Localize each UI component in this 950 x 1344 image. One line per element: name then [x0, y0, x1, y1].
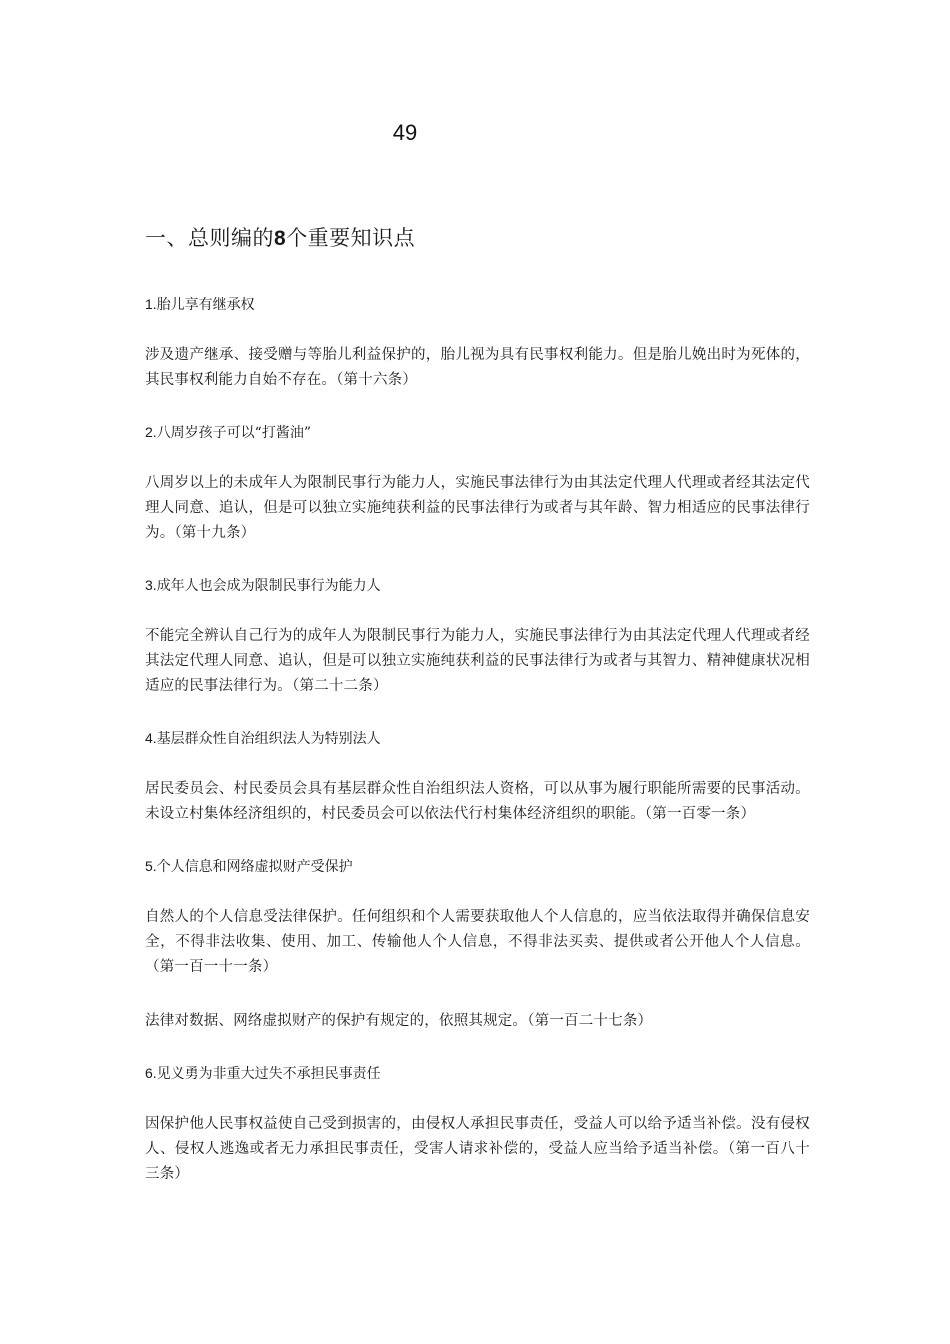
section-title-number: 8 [274, 227, 287, 250]
section-title [145, 222, 810, 252]
item-paragraph: 不能完全辨认自己行为的成年人为限制民事行为能力人，实施民事法律行为由其法定代理人代理或者经其法定代理人同意、追认，但是可以独立实施纯获利益的民事法律行为或者与其智力、精神健康状况相适应的民事法律行为。（第二十二条） [145, 628, 810, 694]
item-paragraph: 八周岁以上的未成年人为限制民事行为能力人，实施民事法律行为由其法定代理人代理或者经其法定代理人同意、追认，但是可以独立实施纯获利益的民事法律行为或者与其年龄、智力相适应的民事法律行为。（第十九条） [145, 475, 810, 541]
page-number: 49 [392, 120, 418, 145]
item-title [145, 575, 810, 595]
item-paragraph: 涉及遗产继承、接受赠与等胎儿利益保护的，胎儿视为具有民事权利能力。但是胎儿娩出时为死体的，其民事权利能力自始不存在。（第十六条） [145, 347, 810, 388]
item-heading: 个人信息和网络虚拟财产受保护 [156, 859, 353, 875]
item-title [145, 422, 810, 442]
item-heading: 成年人也会成为限制民事行为能力人 [156, 578, 381, 594]
item-index: 3. [145, 577, 157, 593]
document-body [145, 222, 810, 1216]
item-heading: 胎儿享有继承权 [156, 297, 255, 313]
item-heading: 见义勇为非重大过失不承担民事责任 [156, 1066, 381, 1082]
item-paragraph: 居民委员会、村民委员会具有基层群众性自治组织法人资格，可以从事为履行职能所需要的民事活动。未设立村集体经济组织的，村民委员会可以依法代行村集体经济组织的职能。（第一百零一条） [145, 781, 810, 822]
section-title-prefix: 一、总则编的 [145, 226, 274, 250]
item-title [145, 1063, 810, 1083]
item-index: 6. [145, 1065, 157, 1081]
item-title [145, 294, 810, 314]
item-heading: 基层群众性自治组织法人为特别法人 [156, 731, 381, 747]
item-paragraph: 因保护他人民事权益使自己受到损害的，由侵权人承担民事责任，受益人可以给予适当补偿。没有侵权人、侵权人逃逸或者无力承担民事责任，受害人请求补偿的，受益人应当给予适当补偿。（第一百八十三条） [145, 1116, 810, 1182]
item-heading: 八周岁孩子可以“打酱油” [156, 425, 312, 441]
item-title [145, 856, 810, 876]
item-paragraph: 自然人的个人信息受法律保护。任何组织和个人需要获取他人个人信息的，应当依法取得并确保信息安全，不得非法收集、使用、加工、传输他人个人信息，不得非法买卖、提供或者公开他人个人信息。（第一百一十一条） [145, 909, 810, 975]
item-index: 1. [145, 296, 157, 312]
item-index: 4. [145, 730, 157, 746]
item-title [145, 728, 810, 748]
item-index: 2. [145, 424, 157, 440]
item-paragraph: 法律对数据、网络虚拟财产的保护有规定的，依照其规定。（第一百二十七条） [145, 1013, 653, 1029]
section-title-suffix: 个重要知识点 [286, 226, 416, 250]
item-index: 5. [145, 858, 157, 874]
